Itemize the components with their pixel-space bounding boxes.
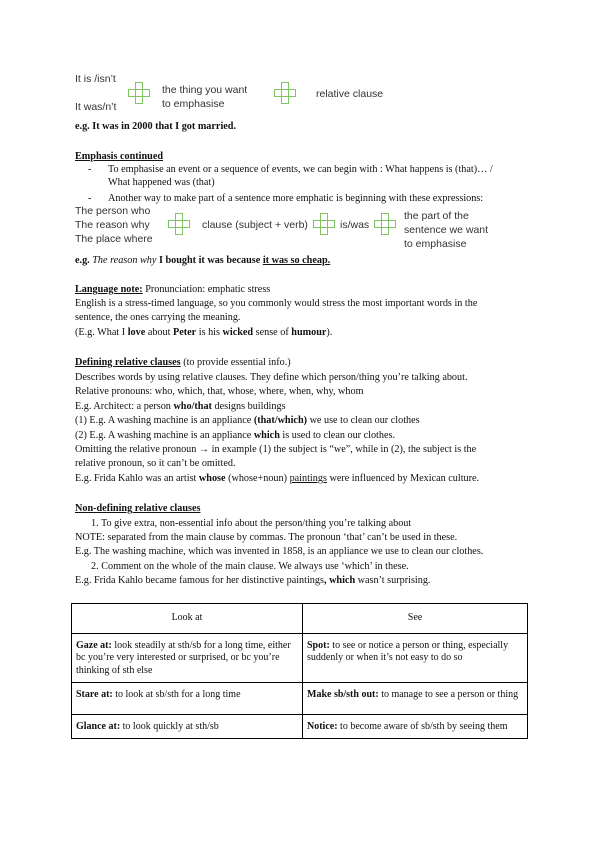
language-note-line-1: English is a stress-timed language, so you commonly would stress the most important words in the <box>75 298 478 309</box>
example-2: e.g. The reason why I bought it was because it was so cheap. <box>75 255 331 266</box>
example-1: e.g. It was in 2000 that I got married. <box>75 121 237 132</box>
defining-line-8: E.g. Frida Kahlo was an artist whose (whose+noun) paintings were influenced by Mexican culture. <box>75 473 480 484</box>
diagram1-it-is: It is /isn’t <box>75 73 116 85</box>
diagram1-thing: the thing you want <box>162 84 248 96</box>
language-note-heading: Language note: Pronunciation: emphatic stress <box>75 284 271 295</box>
nondefining-item-2: 2. Comment on the whole of the main clause. We always use ‘which’ in these. <box>91 561 409 572</box>
plus-icon <box>313 213 335 235</box>
table-row <box>72 633 528 683</box>
table-cell: Stare at: to look at sb/sth for a long time <box>72 683 303 715</box>
diagram2-place-where: The place where <box>75 233 153 245</box>
nondefining-heading: Non-defining relative clauses <box>75 503 201 514</box>
diagram2-part-of: the part of the <box>404 210 469 222</box>
emphasis-bullet-2: Another way to make part of a sentence more emphatic is beginning with these expressions: <box>108 193 484 204</box>
plus-icon <box>274 82 296 104</box>
diagram1-it-was: It was/n’t <box>75 101 117 113</box>
plus-icon <box>168 213 190 235</box>
emphasis-bullet-1-cont: What happened was (that) <box>108 177 215 188</box>
plus-icon <box>374 213 396 235</box>
language-note-line-2: sentence, the ones carrying the meaning. <box>75 312 241 323</box>
defining-line-5: (2) E.g. A washing machine is an appliance which is used to clean our clothes. <box>75 430 396 441</box>
table-cell: Glance at: to look quickly at sth/sb <box>72 714 303 739</box>
nondefining-example-2: E.g. Frida Kahlo became famous for her distinctive paintings, which wasn’t surprising. <box>75 575 431 586</box>
diagram1-relative-clause: relative clause <box>316 88 384 100</box>
table-row <box>72 683 528 715</box>
diagram1-emphasise: to emphasise <box>162 98 225 110</box>
nondefining-example-1: E.g. The washing machine, which was invented in 1858, is an appliance we use to clean our clothes. <box>75 546 484 557</box>
bullet-dash: - <box>88 164 92 175</box>
table-header-row <box>72 604 528 634</box>
diagram2-sentence: sentence we want <box>404 224 489 236</box>
defining-heading: Defining relative clauses (to provide essential info.) <box>75 357 291 368</box>
table-cell: Notice: to become aware of sb/sth by seeing them <box>303 714 528 739</box>
column-header-see: See <box>303 604 528 634</box>
table-cell: Gaze at: look steadily at sth/sb for a long time, either bc you’re very interested or surprised, or bc you’re thinking of sth else <box>72 633 303 683</box>
emphasis-bullet-1: To emphasise an event or a sequence of events, we can begin with : What happens is (that)… / <box>108 164 493 175</box>
emphasis-heading: Emphasis continued <box>75 151 164 162</box>
table-cell: Make sb/sth out: to manage to see a person or thing <box>303 683 528 715</box>
table-cell: Spot: to see or notice a person or thing, especially suddenly or when it’s not easy to do so <box>303 633 528 683</box>
defining-line-4: (1) E.g. A washing machine is an appliance (that/which) we use to clean our clothes <box>75 415 420 426</box>
defining-line-6: Omitting the relative pronoun → in example (1) the subject is “we”, while in (2), the subject is the <box>75 444 477 455</box>
table-row <box>72 714 528 739</box>
vocabulary-table <box>71 603 528 739</box>
language-note-example: (E.g. What I love about Peter is his wicked sense of humour). <box>75 327 333 338</box>
defining-line-1: Describes words by using relative clauses. They define which person/thing you’re talking about. <box>75 372 468 383</box>
defining-line-2: Relative pronouns: who, which, that, whose, where, when, why, whom <box>75 386 364 397</box>
defining-line-7: relative pronoun, so it can’t be omitted. <box>75 458 236 469</box>
diagram2-reason-why: The reason why <box>75 219 150 231</box>
defining-line-3: E.g. Architect: a person who/that designs buildings <box>75 401 286 412</box>
nondefining-item-1: 1. To give extra, non-essential info about the person/thing you’re talking about <box>91 518 412 529</box>
diagram2-emphasise: to emphasise <box>404 238 467 250</box>
nondefining-note: NOTE: separated from the main clause by commas. The pronoun ‘that’ can’t be used in these. <box>75 532 458 543</box>
plus-icon <box>128 82 150 104</box>
diagram2-person-who: The person who <box>75 205 151 217</box>
bullet-dash: - <box>88 193 92 204</box>
diagram2-clause: clause (subject + verb) <box>202 219 308 231</box>
column-header-look-at: Look at <box>72 604 303 634</box>
diagram2-is-was: is/was <box>340 219 370 231</box>
